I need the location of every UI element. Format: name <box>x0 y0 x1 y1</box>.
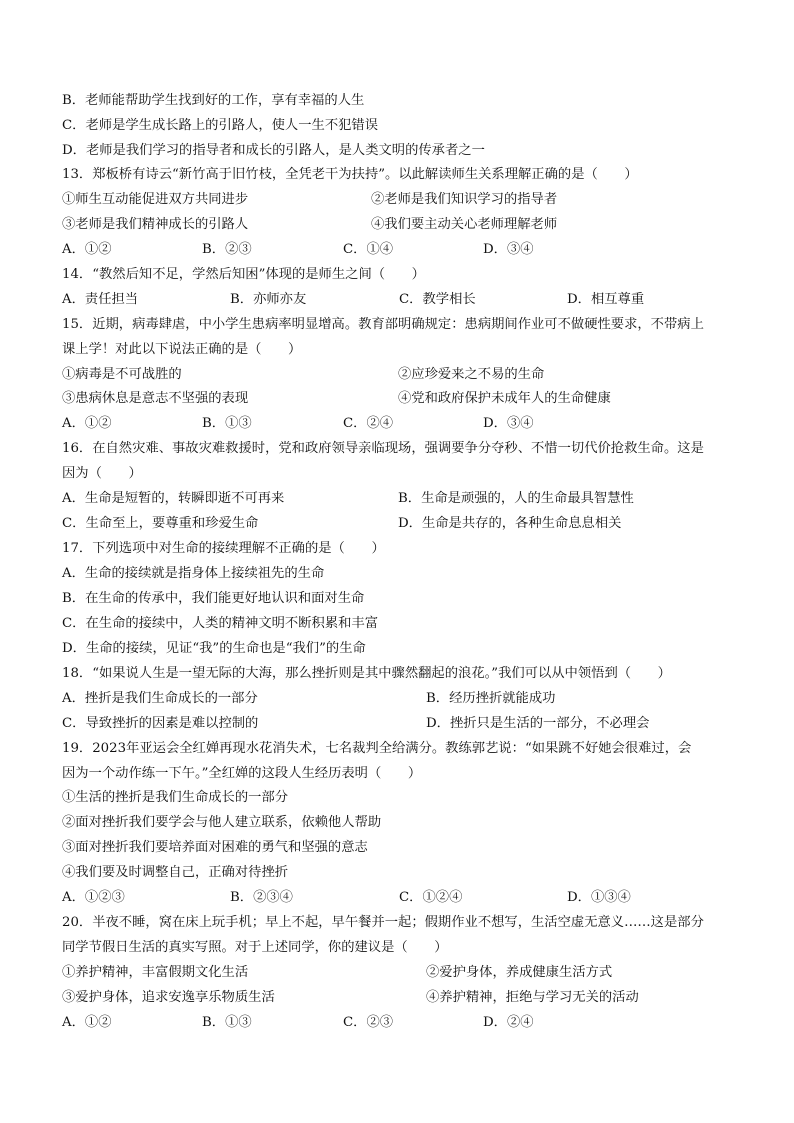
q13-option-a: A．①② <box>62 242 112 257</box>
q17-option-c: C．在生命的接续中，人类的精神文明不断积累和丰富 <box>62 616 379 631</box>
q12-option-d: D．老师是我们学习的指导者和成长的引路人，是人类文明的传承者之一 <box>62 143 485 158</box>
q19-options <box>62 889 762 907</box>
q15-option-a: A．①② <box>62 416 112 431</box>
q16-option-d: D．生命是共存的，各种生命息息相关 <box>398 516 622 531</box>
q13-statement-4: ④我们要主动关心老师理解老师 <box>371 217 558 232</box>
q14-options <box>62 291 762 309</box>
q13-option-d: D．③④ <box>483 242 534 257</box>
q13-statements-row1 <box>62 191 762 209</box>
q13-option-c: C．①④ <box>343 242 394 257</box>
q17-option-d: D．生命的接续，见证“我”的生命也是“我们”的生命 <box>62 641 366 656</box>
q16-options-row1 <box>62 490 762 508</box>
q20-option-a: A．①② <box>62 1015 112 1030</box>
q13-stem: 13．郑板桥有诗云“新竹高于旧竹枝，全凭老干为扶持”。以此解读师生关系理解正确的是（ ） <box>62 167 638 182</box>
q16-stem-line1: 16．在自然灾难、事故灾难救援时，党和政府领导亲临现场，强调要争分夺秒、不惜一切代价抢救生命。这是 <box>62 441 704 456</box>
q20-statements-row2 <box>62 989 762 1007</box>
q20-options <box>62 1014 762 1032</box>
q16-option-b: B．生命是顽强的，人的生命最具智慧性 <box>398 491 634 506</box>
q16-option-c: C．生命至上，要尊重和珍爱生命 <box>62 516 259 531</box>
q19-statement-1: ①生活的挫折是我们生命成长的一部分 <box>62 790 289 805</box>
q18-options-row1 <box>62 690 762 708</box>
q19-statement-3: ③面对挫折我们要培养面对困难的勇气和坚强的意志 <box>62 840 368 855</box>
q18-option-d: D．挫折只是生活的一部分，不必理会 <box>426 716 650 731</box>
q14-stem: 14．“教然后知不足，学然后知困”体现的是师生之间（ ） <box>62 267 425 282</box>
q19-statement-4: ④我们要及时调整自己，正确对待挫折 <box>62 865 289 880</box>
q19-option-c: C．①②④ <box>399 890 463 905</box>
q20-statement-1: ①养护精神，丰富假期文化生活 <box>62 965 249 980</box>
q18-option-b: B．经历挫折就能成功 <box>426 691 556 706</box>
q20-statements-row1 <box>62 964 762 982</box>
q18-option-c: C．导致挫折的因素是难以控制的 <box>62 716 259 731</box>
q19-option-d: D．①③④ <box>567 890 631 905</box>
q15-option-c: C．②④ <box>343 416 394 431</box>
q13-option-b: B．②③ <box>202 242 252 257</box>
q13-options <box>62 241 762 259</box>
q17-stem: 17．下列选项中对生命的接续理解不正确的是（ ） <box>62 541 385 556</box>
q20-option-b: B．①③ <box>202 1015 252 1030</box>
q15-statements-row2 <box>62 390 762 408</box>
q20-option-c: C．②③ <box>343 1015 394 1030</box>
q14-option-a: A．责任担当 <box>62 292 139 307</box>
q19-statement-2: ②面对挫折我们要学会与他人建立联系，依赖他人帮助 <box>62 815 382 830</box>
q20-option-d: D．②④ <box>483 1015 534 1030</box>
q13-statements-row2 <box>62 216 762 234</box>
q15-statement-2: ②应珍爱来之不易的生命 <box>398 367 545 382</box>
q16-stem-line2: 因为（ ） <box>62 466 142 481</box>
q13-statement-3: ③老师是我们精神成长的引路人 <box>62 217 249 232</box>
q12-option-b: B．老师能帮助学生找到好的工作，享有幸福的人生 <box>62 93 365 108</box>
q18-options-row2 <box>62 715 762 733</box>
q13-statement-2: ②老师是我们知识学习的指导者 <box>371 192 558 207</box>
q13-statement-1: ①师生互动能促进双方共同进步 <box>62 192 249 207</box>
q15-statements-row1 <box>62 366 762 384</box>
q18-stem: 18．“如果说人生是一望无际的大海，那么挫折则是其中骤然翻起的浪花。”我们可以从中领悟到（ ） <box>62 666 671 681</box>
q14-option-c: C．教学相长 <box>399 292 476 307</box>
q16-option-a: A．生命是短暂的，转瞬即逝不可再来 <box>62 491 285 506</box>
q20-statement-3: ③爱护身体，追求安逸享乐物质生活 <box>62 990 275 1005</box>
q14-option-b: B．亦师亦友 <box>230 292 307 307</box>
q19-option-a: A．①②③ <box>62 890 125 905</box>
q15-options <box>62 415 762 433</box>
q19-stem-line1: 19．2023年亚运会全红婵再现水花消失术，七名裁判全给满分。教练郭艺说：“如果跳不好她会很难过，会 <box>62 741 692 756</box>
q18-option-a: A．挫折是我们生命成长的一部分 <box>62 691 258 706</box>
q12-option-c: C．老师是学生成长路上的引路人，使人一生不犯错误 <box>62 118 379 133</box>
q15-stem-line2: 课上学！对此以下说法正确的是（ ） <box>62 342 302 357</box>
q17-option-a: A．生命的接续就是指身体上接续祖先的生命 <box>62 566 325 581</box>
q15-statement-1: ①病毒是不可战胜的 <box>62 367 182 382</box>
q20-stem-line2: 同学节假日生活的真实写照。对于上述同学，你的建议是（ ） <box>62 940 448 955</box>
q15-option-b: B．①③ <box>202 416 252 431</box>
q15-statement-3: ③患病休息是意志不坚强的表现 <box>62 391 249 406</box>
q19-option-b: B．②③④ <box>230 890 293 905</box>
q15-option-d: D．③④ <box>483 416 534 431</box>
q20-stem-line1: 20．半夜不睡，窝在床上玩手机；早上不起，早午餐并一起；假期作业不想写，生活空虚无意义……这是部分 <box>62 915 704 930</box>
q15-stem-line1: 15．近期，病毒肆虐，中小学生患病率明显增高。教育部明确规定：患病期间作业可不做硬性要求，不带病上 <box>62 317 704 332</box>
q19-stem-line2: 因为一个动作练一下午。”全红婵的这段人生经历表明（ ） <box>62 766 422 781</box>
q17-option-b: B．在生命的传承中，我们能更好地认识和面对生命 <box>62 591 365 606</box>
q14-option-d: D．相互尊重 <box>567 292 645 307</box>
q20-statement-4: ④养护精神，拒绝与学习无关的活动 <box>426 990 639 1005</box>
q16-options-row2 <box>62 515 762 533</box>
q20-statement-2: ②爱护身体，养成健康生活方式 <box>426 965 613 980</box>
q15-statement-4: ④党和政府保护未成年人的生命健康 <box>398 391 611 406</box>
